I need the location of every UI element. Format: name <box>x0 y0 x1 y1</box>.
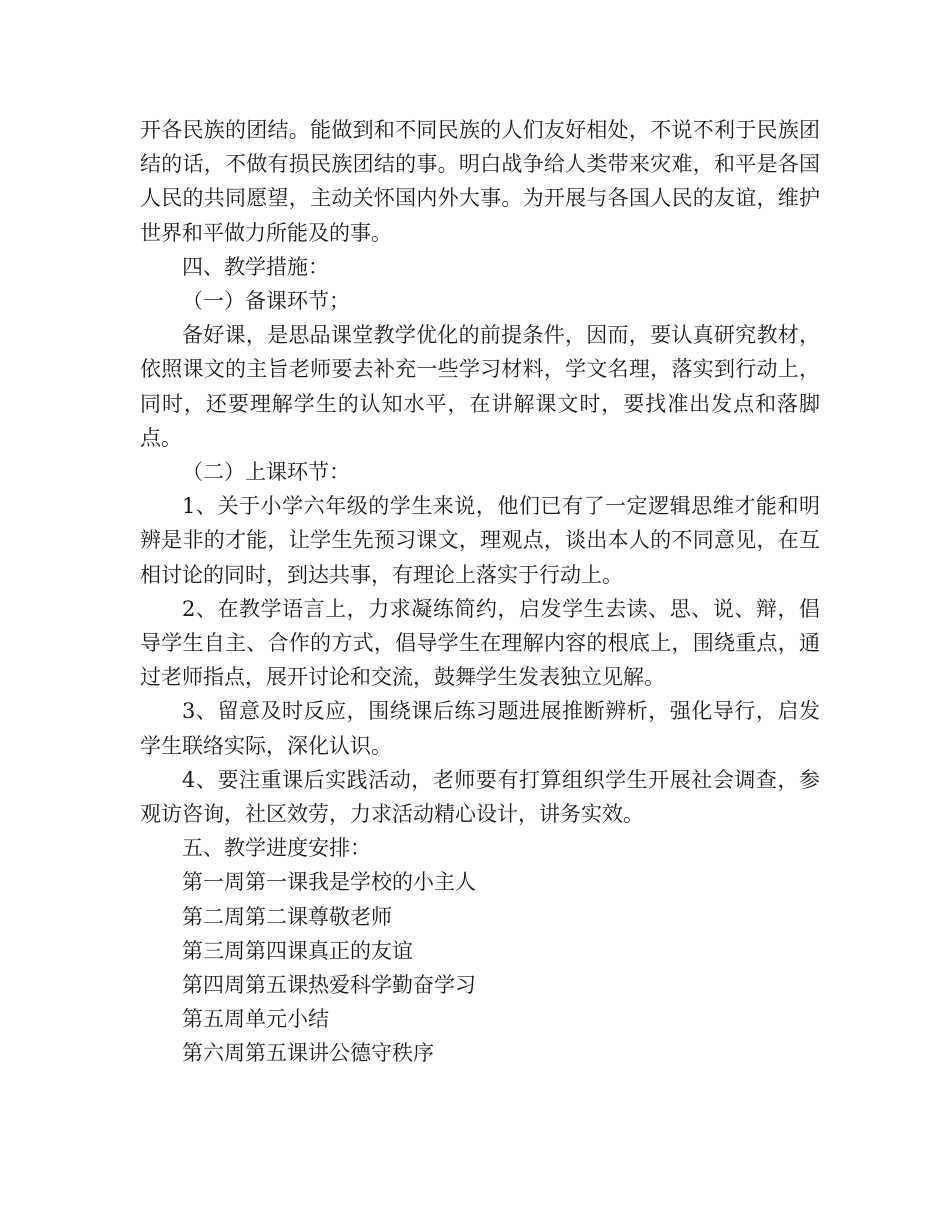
paragraph-item-3: 3、留意及时反应，围绕课后练习题进展推断辨析，强化导行，启发学生联络实际，深化认识。 <box>140 699 820 758</box>
paragraph-item-4: 4、要注重课后实践活动，老师要有打算组织学生开展社会调查，参观访咨询，社区效劳，力求活动精心设计，讲务实效。 <box>140 767 820 827</box>
paragraph-item-2: 2、在教学语言上，力求凝练简约，启发学生去读、思、说、辩，倡导学生自主、合作的方式，倡导学生在理解内容的根底上，围绕重点，通过老师指点，展开讨论和交流，鼓舞学生发表独立见解。 <box>140 596 820 690</box>
paragraph-item-1: 1、关于小学六年级的学生来说，他们已有了一定逻辑思维才能和明辨是非的才能，让学生先预习课文，理观点，谈出本人的不同意见，在互相讨论的同时，到达共事，有理论上落实于行动上。 <box>140 494 820 587</box>
subheading-lesson-prep: （一）备课环节； <box>182 289 350 314</box>
schedule-week-1: 第一周第一课我是学校的小主人 <box>182 870 476 895</box>
schedule-week-3: 第三周第四课真正的友谊 <box>182 938 413 963</box>
paragraph-lesson-prep: 备好课，是思品课堂教学优化的前提条件，因而，要认真研究教材，依照课文的主旨老师要去补充一些学习材料，学文名理，落实到行动上，同时，还要理解学生的认知水平，在讲解课文时，要找准出发点和落脚点。 <box>140 323 820 450</box>
schedule-week-6: 第六周第五课讲公德守秩序 <box>182 1041 434 1066</box>
document-body <box>140 113 820 1071</box>
schedule-week-4: 第四周第五课热爱科学勤奋学习 <box>182 973 476 998</box>
heading-schedule: 五、教学进度安排： <box>182 836 371 861</box>
heading-teaching-measures: 四、教学措施： <box>182 254 329 279</box>
subheading-class-teaching: （二）上课环节： <box>182 460 350 485</box>
paragraph-ethnic-unity: 开各民族的团结。能做到和不同民族的人们友好相处，不说不利于民族团结的话，不做有损民族团结的事。明白战争给人类带来灾难，和平是各国人民的共同愿望，主动关怀国内外大事。为开展与各国人民的友谊，维护世界和平做力所能及的事。 <box>140 118 820 245</box>
schedule-week-2: 第二周第二课尊敬老师 <box>182 904 392 929</box>
schedule-week-5: 第五周单元小结 <box>182 1007 329 1032</box>
